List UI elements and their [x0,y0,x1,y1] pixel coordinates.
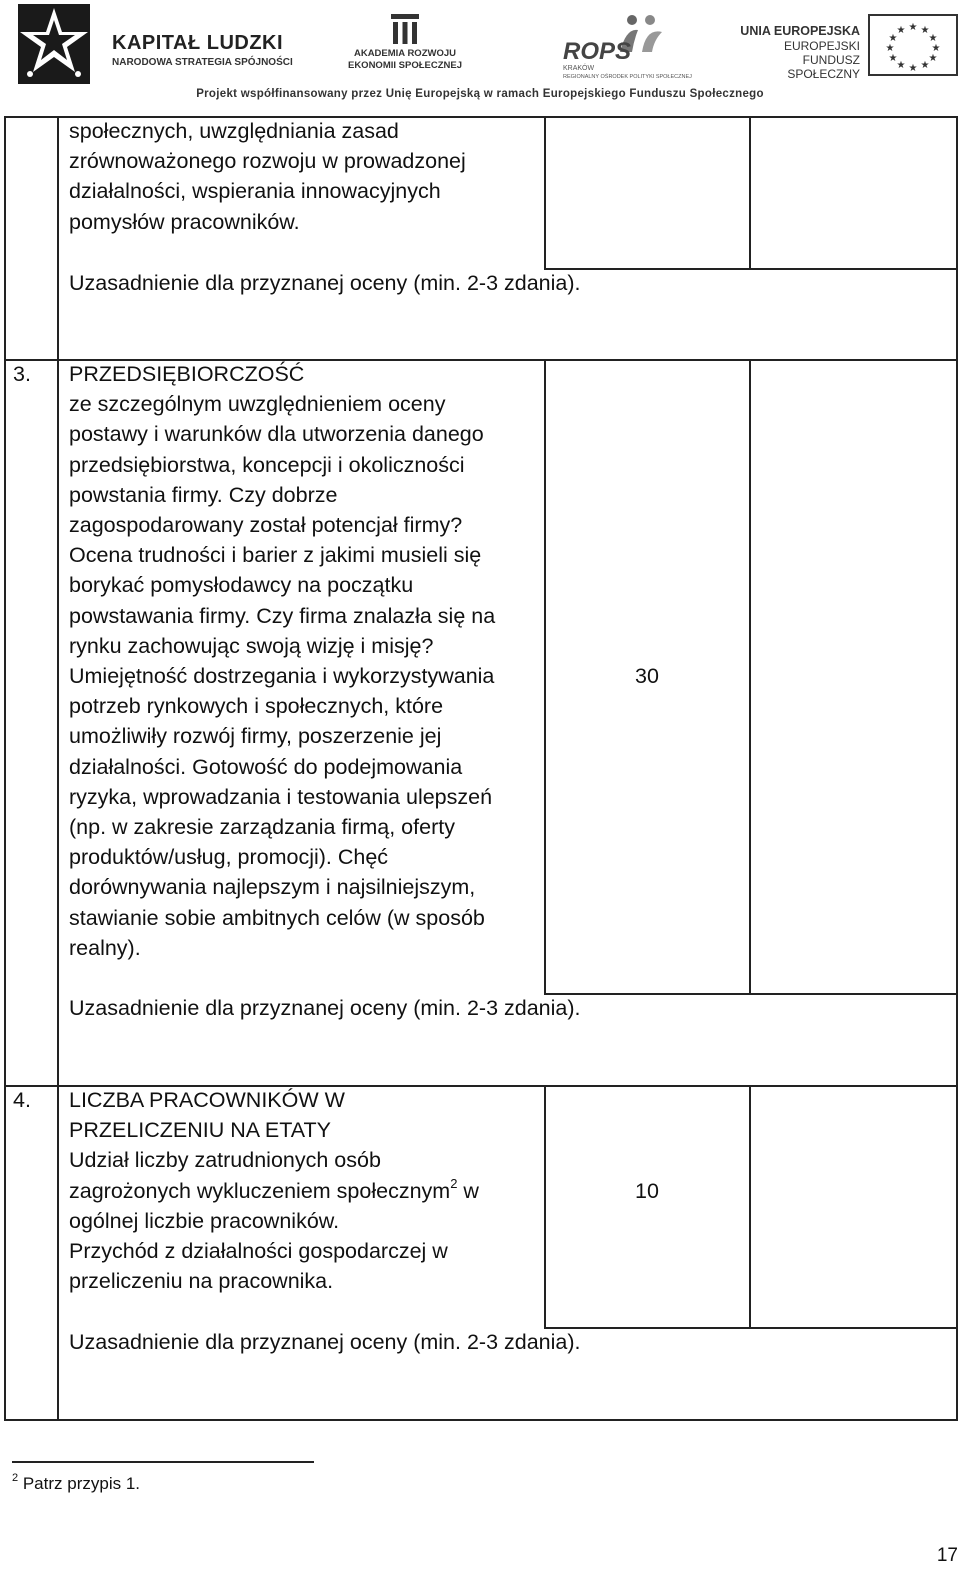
criterion-continued-text [69,116,466,237]
text-line: powstawania firmy. Czy firma znalazła się na [69,603,496,628]
text-line: zagospodarowany został potencjał firmy? [69,513,463,538]
svg-text:★: ★ [885,43,895,54]
criterion-title: PRZEDSIĘBIORCZOŚĆ [69,362,305,386]
justification-label: Uzasadnienie dla przyznanej oceny (min. 2-3 zdania). [69,996,581,1020]
column-divider [544,116,546,269]
text-line: ryzyka, wprowadzania i testowania ulepszeń [69,784,493,809]
svg-text:★: ★ [888,33,898,44]
row-number: 3. [13,362,31,386]
svg-text:★: ★ [928,53,938,64]
svg-text:★: ★ [896,25,906,36]
max-points: 30 [635,664,659,688]
rops-city: KRAKÓW [563,65,595,72]
akademia-line1: AKADEMIA ROZWOJU [353,48,457,59]
text-line: potrzeb rynkowych i społecznych, które [69,694,444,719]
svg-text:★: ★ [920,60,930,71]
akademia-line2: EKONOMII SPOŁECZNEJ [347,60,462,71]
text-line: zrównoważonego rozwoju w prowadzonej [69,149,466,174]
eu-line2: EUROPEJSKI [783,39,860,53]
kapital-ludzki-title: KAPITAŁ LUDZKI [112,32,284,54]
text-fragment: w [457,1178,479,1203]
text-line: przedsiębiorstwa, koncepcji i okoliczności [69,452,465,477]
text-line: Udział liczby zatrudnionych osób [69,1148,381,1173]
column-divider [749,116,751,269]
cell-divider [544,1327,957,1329]
justification-label: Uzasadnienie dla przyznanej oceny (min. 2-3 zdania). [69,271,581,295]
text-line: borykać pomysłodawcy na początku [69,573,414,598]
footnote-marker: 2 [12,1472,19,1484]
svg-text:★: ★ [928,33,938,44]
eu-line3: FUNDUSZ SPOŁECZNY [787,53,860,81]
text-line: działalności, wspierania innowacyjnych [69,179,441,204]
text-line: społecznych, uwzględniania zasad [69,119,399,143]
max-points: 10 [635,1179,659,1203]
text-line: ogólnej liczbie pracowników. [69,1208,340,1233]
svg-text:★: ★ [896,60,906,71]
footnote-reference: 2 [450,1175,458,1191]
text-fragment: zagrożonych wykluczeniem społecznym [69,1178,451,1203]
table-left-border [4,116,6,1421]
criterion-3-text [69,359,495,963]
justification-label: Uzasadnienie dla przyznanej oceny (min. 2-3 zdania). [69,1330,581,1354]
svg-text:★: ★ [931,43,941,54]
footnote-text: Patrz przypis 1. [18,1474,140,1493]
text-line: przeliczeniu na pracownika. [69,1269,334,1294]
table-bottom-border [4,1419,957,1421]
eu-line1: UNIA EUROPEJSKA [740,24,860,38]
text-line: Umiejętność dostrzegania i wykorzystywania [69,664,495,689]
text-line: działalności. Gotowość do podejmowania [69,754,463,779]
row-number: 4. [13,1088,31,1112]
table-right-border [956,116,958,1421]
rops-subtitle: REGIONALNY OŚRODEK POLITYKI SPOŁECZNEJ [563,74,692,80]
text-line: produktów/usług, promocji). Chęć [69,845,389,870]
svg-text:★: ★ [888,53,898,64]
svg-text:★: ★ [908,22,918,33]
column-divider [57,116,59,1421]
rops-title: ROPS [563,38,632,65]
cell-divider [544,268,957,270]
text-line: (np. w zakresie zarządzania firmą, oferty [69,815,455,840]
footnote-separator [12,1461,314,1463]
text-line: pomysłów pracowników. [69,209,300,234]
kapital-ludzki-subtitle: NARODOWA STRATEGIA SPÓJNOŚCI [112,57,293,68]
criterion-title: LICZBA PRACOWNIKÓW W [69,1088,345,1112]
column-divider [544,1085,546,1328]
project-tagline: Projekt współfinansowany przez Unię Europejską w ramach Europejskiego Funduszu Społecznego [196,88,764,100]
svg-text:★: ★ [908,63,918,74]
text-line: umożliwiły rozwój firmy, poszerzenie jej [69,724,442,749]
criterion-4-text [69,1085,479,1296]
text-line [69,1176,479,1206]
footnote [12,1474,140,1494]
text-line: Przychód z działalności gospodarczej w [69,1239,448,1264]
text-line: dorównywania najlepszym i najsilniejszym, [69,875,476,900]
text-line: rynku zachowując swoją wizję i misję? [69,633,434,658]
text-line: realny). [69,935,141,960]
svg-text:★: ★ [920,25,930,36]
text-line: stawianie sobie ambitnych celów (w sposób [69,905,485,930]
text-line: postawy i warunków dla utworzenia danego [69,422,484,447]
column-divider [749,1085,751,1328]
cell-divider [544,993,957,995]
criterion-title: PRZELICZENIU NA ETATY [69,1118,332,1143]
text-line: powstania firmy. Czy dobrze [69,482,338,507]
page-number: 17 [936,1545,958,1566]
text-line: ze szczególnym uwzględnieniem oceny [69,392,446,417]
text-line: Ocena trudności i barier z jakimi musieli się [69,543,482,568]
